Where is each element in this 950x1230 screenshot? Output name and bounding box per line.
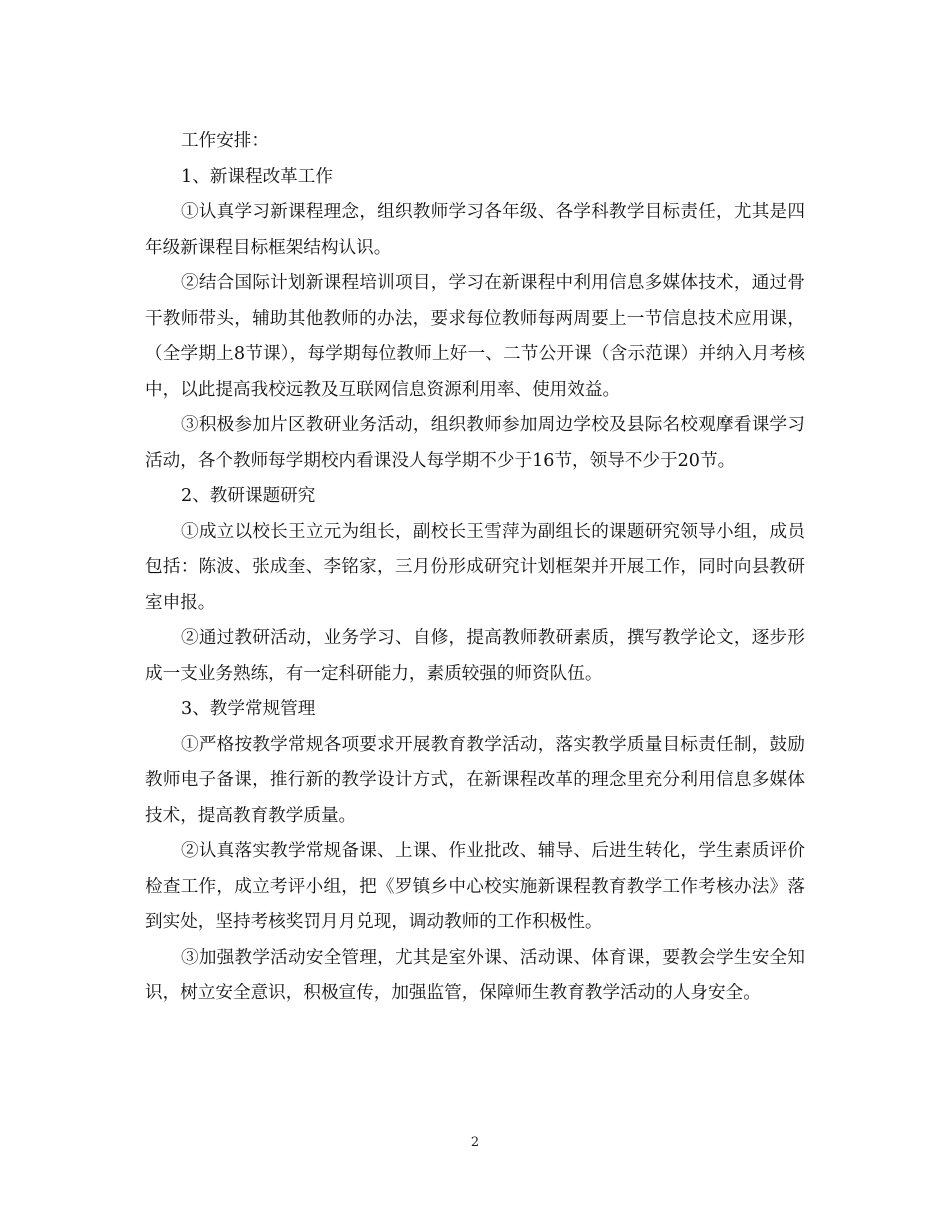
paragraph: ②通过教研活动，业务学习、自修，提高教师教研素质，撰写教学论文，逐步形成一支业务熟练，有一定科研能力，素质较强的师资队伍。 <box>145 628 805 684</box>
section-heading-curriculum-reform: 1、新课程改革工作 <box>181 166 333 187</box>
section-heading-research: 2、教研课题研究 <box>181 486 316 506</box>
paragraph-heading-arrangement: 工作安排： <box>181 131 269 151</box>
paragraph: ①认真学习新课程理念，组织教师学习各年级、各学科教学目标责任，尤其是四年级新课程目标框架结构认识。 <box>145 202 805 258</box>
paragraph: ②结合国际计划新课程培训项目，学习在新课程中利用信息多媒体技术，通过骨干教师带头，辅助其他教师的办法，要求每位教师每两周要上一节信息技术应用课，（全学期上8节课），每学期每位教师上好一、二节公开课（含示范课）并纳入月考核中，以此提高我校远教及互联网信息资源利用率、使用效益。 <box>145 273 805 400</box>
paragraph: ③积极参加片区教研业务活动，组织教师参加周边学校及县际名校观摩看课学习活动，各个教师每学期校内看课没人每学期不少于16节，领导不少于20节。 <box>145 415 805 471</box>
paragraph: ③加强教学活动安全管理，尤其是室外课、活动课、体育课，要教会学生安全知识，树立安全意识，积极宣传，加强监管，保障师生教育教学活动的人身安全。 <box>145 947 805 1003</box>
paragraph: ①严格按教学常规各项要求开展教育教学活动，落实教学质量目标责任制，鼓励教师电子备课，推行新的教学设计方式，在新课程改革的理念里充分利用信息多媒体技术，提高教育教学质量。 <box>145 734 805 826</box>
paragraph: ①成立以校长王立元为组长，副校长王雪萍为副组长的课题研究领导小组，成员包括：陈波、张成奎、李铭家，三月份形成研究计划框架并开展工作，同时向县教研室申报。 <box>145 521 805 613</box>
page-number: 2 <box>470 1135 480 1150</box>
paragraph: ②认真落实教学常规备课、上课、作业批改、辅导、后进生转化，学生素质评价检查工作，成立考评小组，把《罗镇乡中心校实施新课程教育教学工作考核办法》落到实处，坚持考核奖罚月月兑现，调动教师的工作积极性。 <box>145 841 805 932</box>
document-body <box>145 124 805 1012</box>
section-heading-routine-management: 3、教学常规管理 <box>181 699 316 719</box>
